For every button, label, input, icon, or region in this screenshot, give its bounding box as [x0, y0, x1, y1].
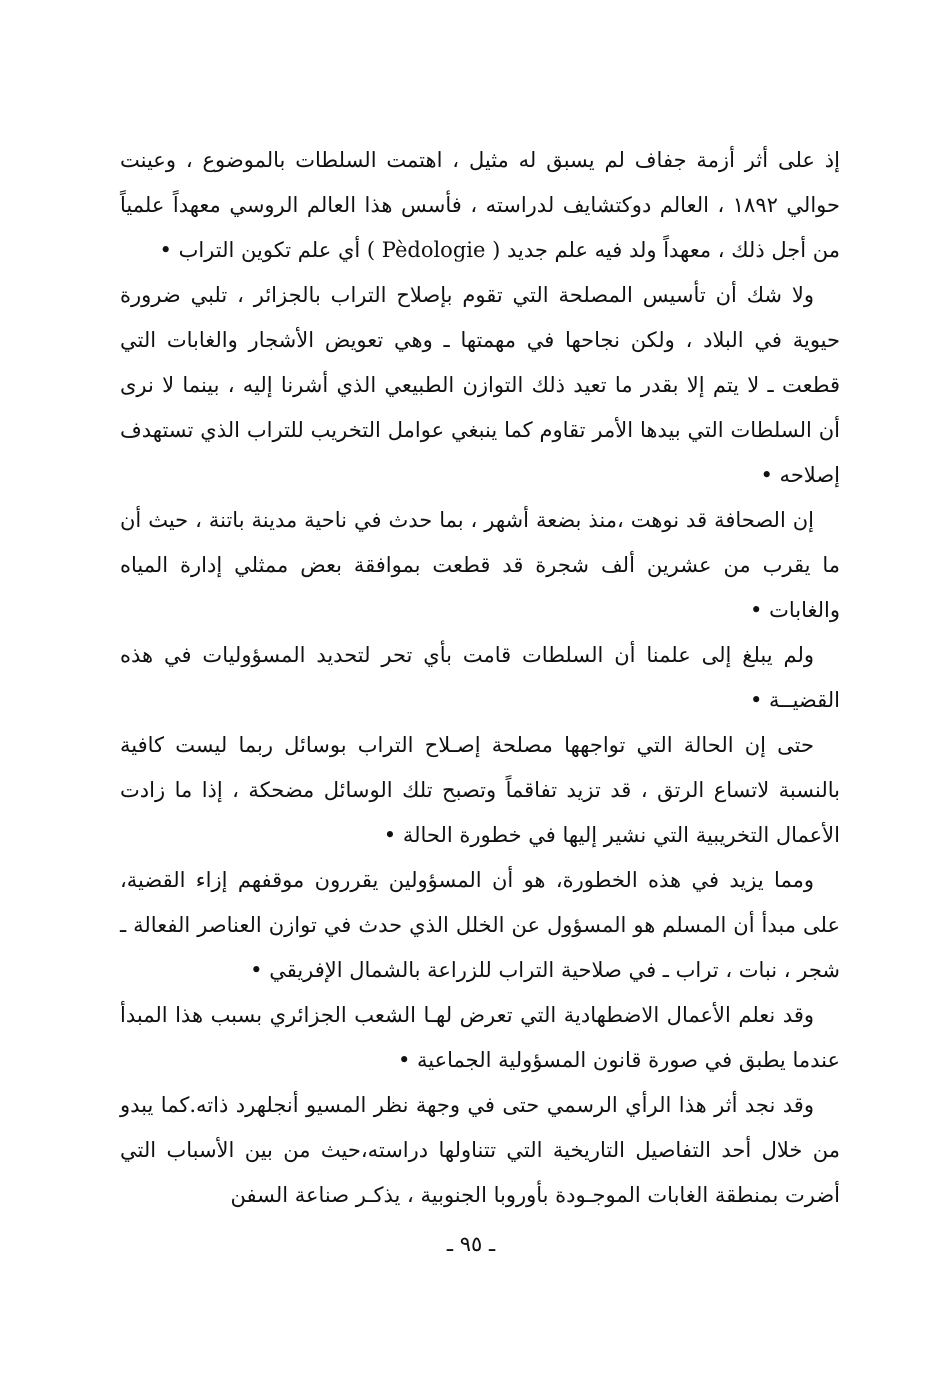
paragraph-2: ولا شك أن تأسيس المصلحة التي تقوم بإصلاح التراب بالجزائر ، تلبي ضرورة حيوية في البلاد ، ولكن نجاحها في مهمتها ـ وهي تعويض الأشجار والغابات التي قطعت ـ لا يتم إلا بقدر ما تعيد ذلك التوازن الطبيعي الذي أشرنا إليه ، بينما لا نرى أن السلطات التي بيدها الأمر تقاوم كما ينبغي عوامل التخريب للتراب الذي تستهدف إصلاحه •	[120, 283, 840, 487]
paragraph-5: حتى إن الحالة التي تواجهها مصلحة إصـلاح التراب بوسائل ربما ليست كافية بالنسبة لاتساع الرتق ، قد تزيد تفاقماً وتصبح تلك الوسائل مضحكة ، إذا ما زادت الأعمال التخريبية التي نشير إليها في خطورة الحالة •	[120, 733, 840, 847]
paragraph-4: ولم يبلغ إلى علمنا أن السلطات قامت بأي تحر لتحديد المسؤوليات في هذه القضيــة •	[120, 643, 840, 712]
paragraph-3: إن الصحافة قد نوهت ،منذ بضعة أشهر ، بما حدث في ناحية مدينة باتنة ، حيث أن ما يقرب من عشرين ألف شجرة قد قطعت بموافقة بعض ممثلي إدارة المياه والغابات •	[120, 508, 840, 622]
paragraph-6: ومما يزيد في هذه الخطورة، هو أن المسؤولين يقررون موقفهم إزاء القضية، على مبدأ أن المسلم هو المسؤول عن الخلل الذي حدث في توازن العناصر الفعالة ـ شجر ، نبات ، تراب ـ في صلاحية التراب للزراعة بالشمال الإفريقي •	[120, 868, 840, 982]
page-body	[120, 138, 840, 1218]
paragraph-7: وقد نعلم الأعمال الاضطهادية التي تعرض لهـا الشعب الجزائري بسبب هذا المبدأ عندما يطبق في صورة قانون المسؤولية الجماعية •	[120, 1003, 840, 1072]
page-number: ـ ٩٥ ـ	[446, 1232, 496, 1256]
paragraph-8: وقد نجد أثر هذا الرأي الرسمي حتى في وجهة نظر المسيو أنجلهرد ذاته.كما يبدو من خلال أحد التفاصيل التاريخية التي تتناولها دراسته،حيث من بين الأسباب التي أضرت بمنطقة الغابات الموجـودة بأوروبا الجنوبية ، يذكـر صناعة السفن	[120, 1093, 840, 1207]
paragraph-1: إذ على أثر أزمة جفاف لم يسبق له مثيل ، اهتمت السلطات بالموضوع ، وعينت حوالي ١٨٩٢ ، العالم دوكتشايف لدراسته ، فأسس هذا العالم الروسي معهداً علمياً من أجل ذلك ، معهداً ولد فيه علم جديد ( Pèdologie ) أي علم تكوين التراب •	[120, 148, 840, 262]
